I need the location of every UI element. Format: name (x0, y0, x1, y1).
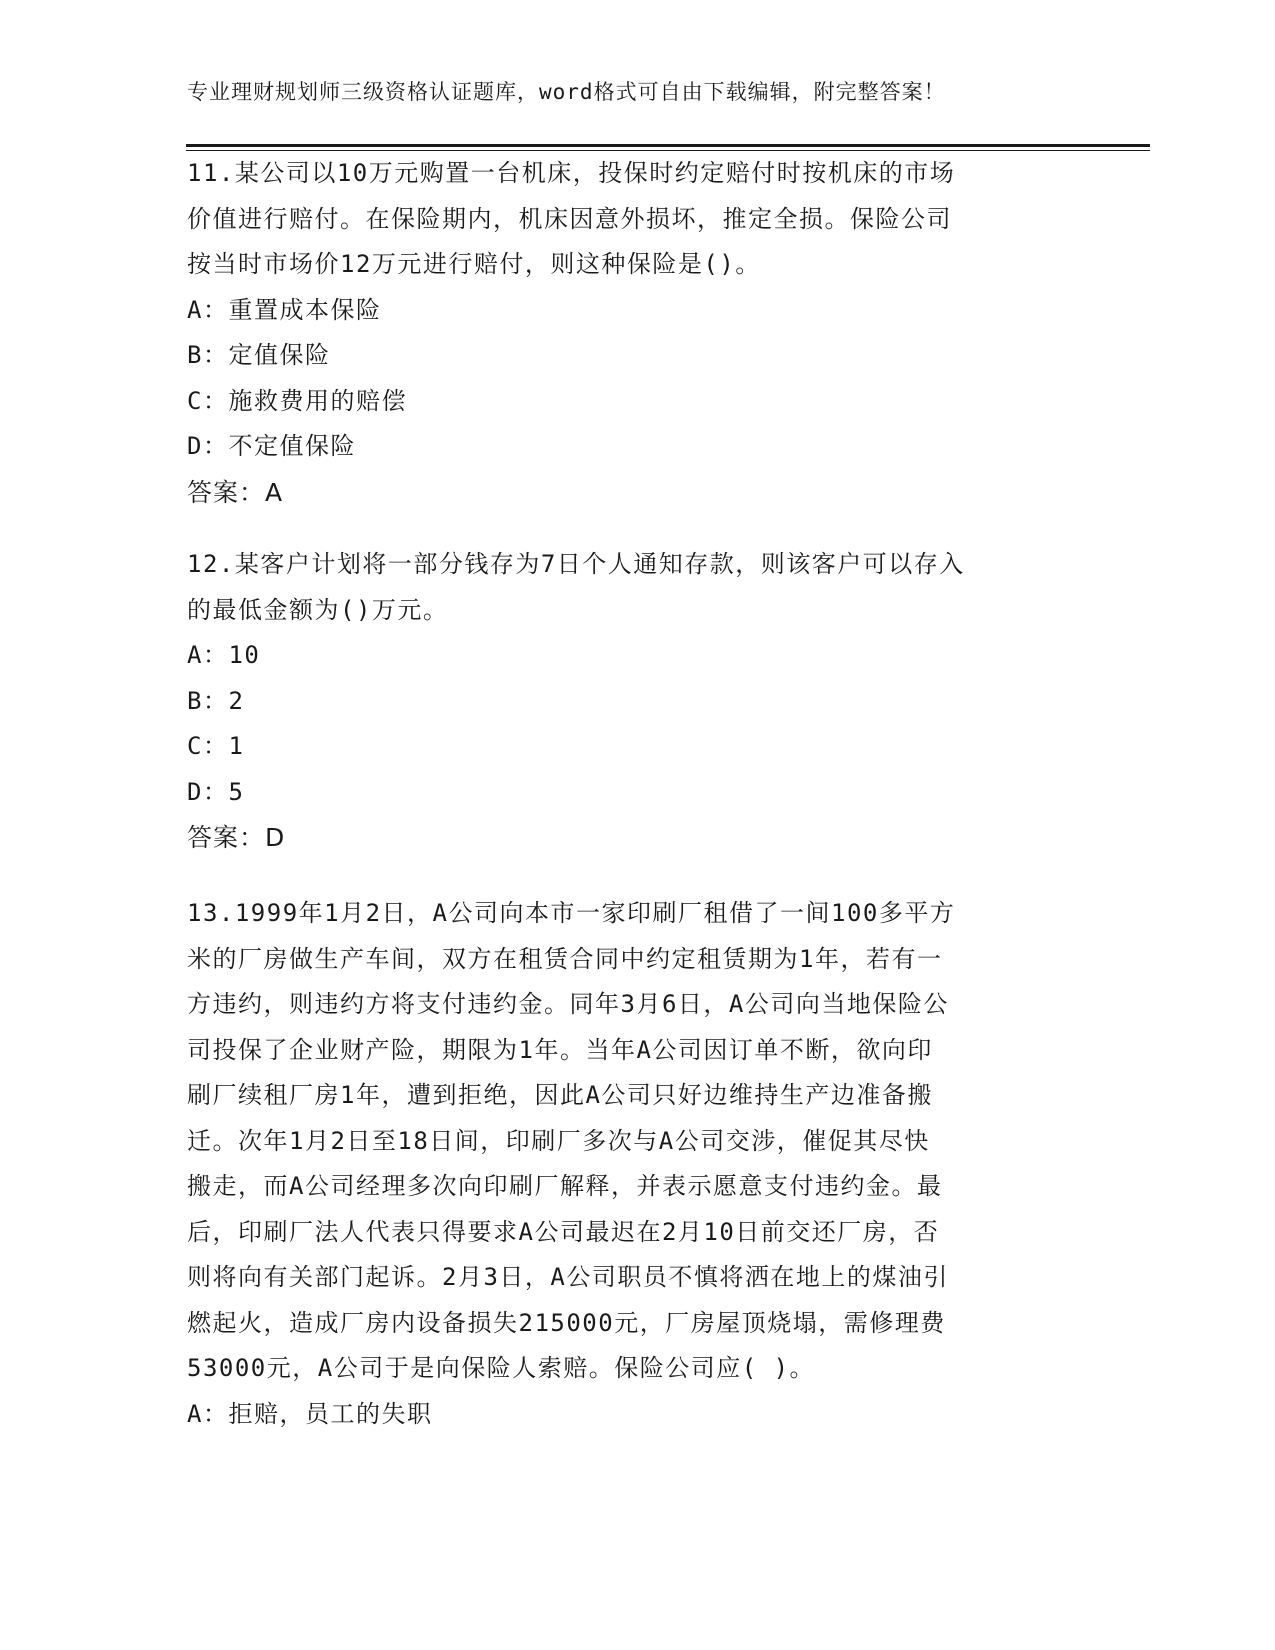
question-stem-line: 53000元，A公司于是向保险人索赔。保险公司应( )。 (187, 1354, 816, 1382)
question-stem-line: 价值进行赔付。在保险期内，机床因意外损坏，推定全损。保险公司 (187, 204, 952, 233)
question-stem-line: 搬走，而A公司经理多次向印刷厂解释，并表示愿意支付违约金。最 (187, 1172, 943, 1200)
question-stem-line: 后，印刷厂法人代表只得要求A公司最迟在2月10日前交还厂房，否 (187, 1217, 940, 1246)
question-stem-line: 刷厂续租厂房1年，遭到拒绝，因此A公司只好边维持生产边准备搬 (187, 1081, 933, 1109)
option-c: C：1 (187, 732, 245, 760)
option-a: A：拒赔，员工的失职 (187, 1399, 433, 1428)
question-13 (187, 891, 1087, 1437)
option-b: B：2 (187, 686, 245, 715)
question-stem-line: 12.某客户计划将一部分钱存为7日个人通知存款，则该客户可以存入 (187, 550, 965, 578)
question-stem-line: 11.某公司以10万元购置一台机床，投保时约定赔付时按机床的市场 (187, 159, 956, 187)
option-d: D：不定值保险 (187, 432, 356, 460)
option-c: C：施救费用的赔偿 (187, 386, 407, 415)
question-stem-line: 按当时市场价12万元进行赔付，则这种保险是()。 (187, 250, 761, 278)
question-stem-line: 则将向有关部门起诉。2月3日，A公司职员不慎将洒在地上的煤油引 (187, 1263, 949, 1291)
option-b: B：定值保险 (187, 341, 331, 369)
option-a: A：10 (187, 641, 261, 669)
option-a: A：重置成本保险 (187, 295, 382, 324)
header-rule-thick (186, 144, 1150, 147)
question-stem-line: 的最低金额为()万元。 (187, 595, 449, 624)
page-header: 专业理财规划师三级资格认证题库，word格式可自由下载编辑，附完整答案！ (187, 80, 946, 104)
question-stem-line: 司投保了企业财产险，期限为1年。当年A公司因订单不断，欲向印 (187, 1035, 933, 1064)
question-12 (187, 542, 1087, 861)
answer-line: 答案：A (187, 477, 284, 507)
question-stem-line: 方违约，则违约方将支付违约金。同年3月6日，A公司向当地保险公 (187, 990, 949, 1018)
question-11 (187, 151, 1087, 515)
answer-line: 答案：D (187, 823, 286, 852)
question-stem-line: 迁。次年1月2日至18日间，印刷厂多次与A公司交涉，催促其尽快 (187, 1126, 930, 1155)
question-stem-line: 燃起火，造成厂房内设备损失215000元，厂房屋顶烧塌，需修理费 (187, 1308, 946, 1337)
option-d: D：5 (187, 777, 245, 806)
question-stem-line: 13.1999年1月2日，A公司向本市一家印刷厂租借了一间100多平方 (187, 899, 956, 927)
question-stem-line: 米的厂房做生产车间，双方在租赁合同中约定租赁期为1年，若有一 (187, 944, 943, 973)
